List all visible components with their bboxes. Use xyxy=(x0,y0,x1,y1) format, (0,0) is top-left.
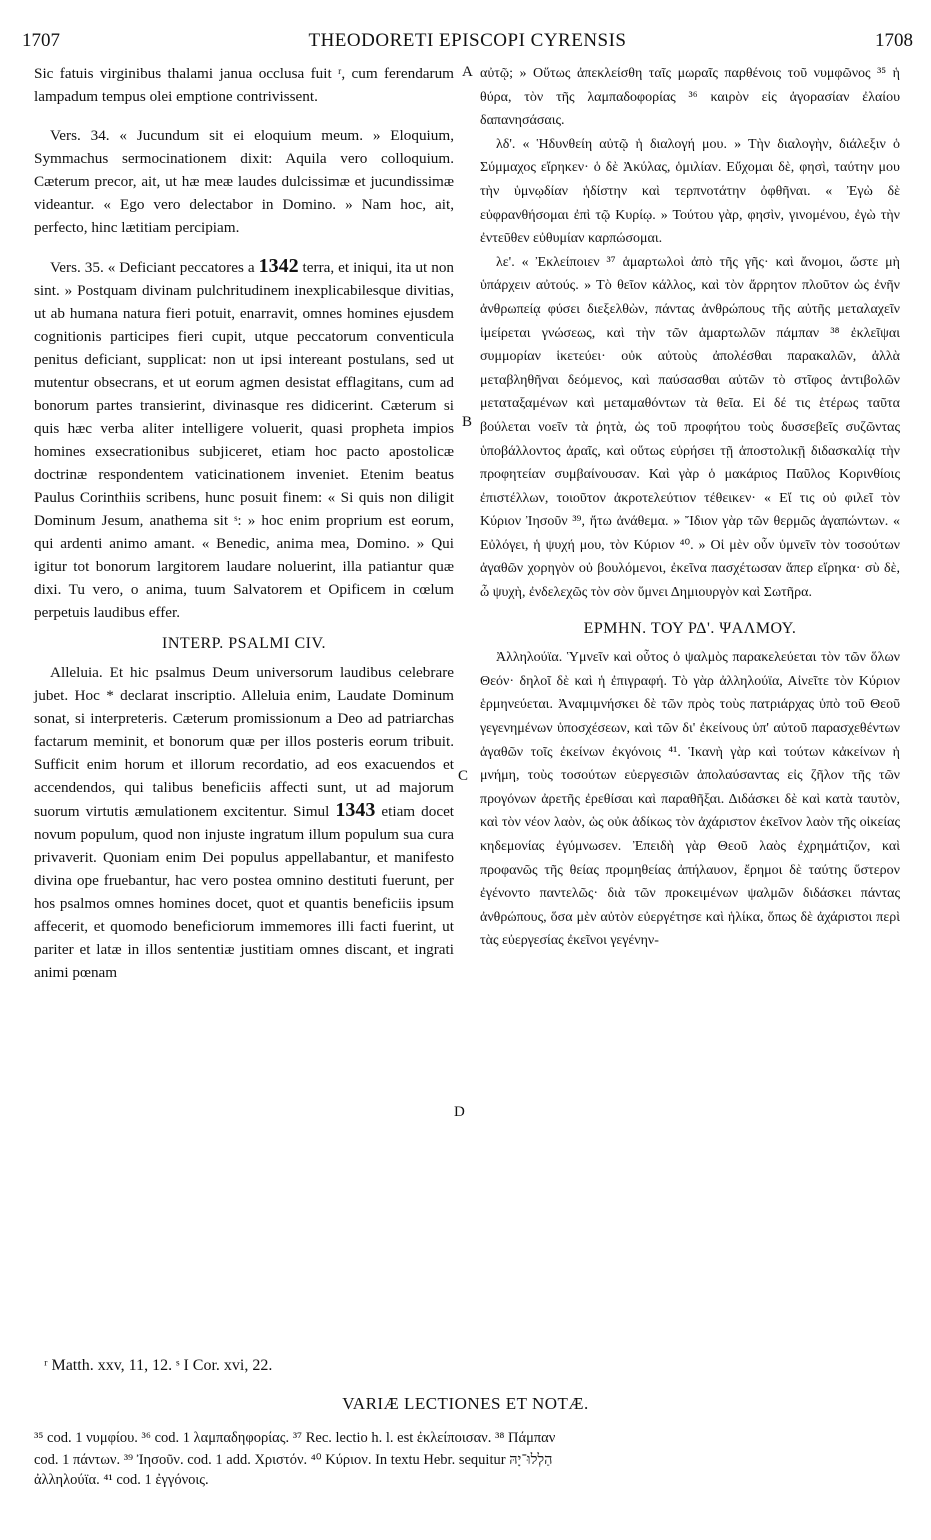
variae-note-line: ³⁵ cod. 1 νυμφίου. ³⁶ cod. 1 λαμπαδηφορίας. ³⁷ Rec. lectio h. l. est ἐκλείποισαν. ³⁸ Πάμπαν xyxy=(34,1430,556,1446)
latin-paragraph xyxy=(34,255,454,624)
greek-paragraph: λδ'. « Ἡδυνθείη αὐτῷ ἡ διαλογή μου. » Τὴν διαλογὴν, διάλεξιν ὁ Σύμμαχος εἴρηκεν· ὁ δὲ Ἀκύλας, ὁμιλίαν. Εὔχομαι δὲ, φησὶ, ταύτην μου τὴν ὑμνῳδίαν ἡδίστην καὶ τερπνοτάτην ὀφθῆναι. « Ἐγὼ δὲ εὐφρανθήσομαι ἐπὶ τῷ Κυρίῳ. » Τούτου γὰρ, φησὶν, γινομένου, ἐγὼ τὴν ἐντεῦθεν εὐθυμίαν καρπώσομαι. xyxy=(480,136,900,247)
greek-paragraph: λε'. « Ἐκλείποιεν ³⁷ ἁμαρτωλοὶ ἀπὸ τῆς γῆς· καὶ ἄνομοι, ὥστε μὴ ὑπάρχειν αὐτούς. » Τὸ θεῖον κάλλος, καὶ τὸν ἄρρητον πλοῦτον ὡς ἐνῆν ἀνθρωπείᾳ φύσει διεξελθὼν, πάντας ἀνθρώπους τῆς αὐτῆς μεταλαχεῖν ἱμείρεται γνώσεως, καὶ τὴν τῶν ἁμαρτωλῶν πάμπαν ³⁸ ἐκλεῖψαι συμμορίαν ἱκετεύει· οὐκ αὐτοὺς ἀπολέσθαι παρακαλῶν, ἀλλὰ μεταβληθῆναι δεόμενος, καὶ παύσασθαι αὐτῶν τὸ στῖφος ἀντιβολῶν μεταταξαμένων καὶ μεταμαθόντων τὰ θεῖα. Εἰ δέ τις ἑτέρως ταῦτα βούλεται νοεῖν τὰ ῥητὰ, ὡς τοῦ προφήτου τοὺς δυσσεβεῖς συζῶντας ὑποβάλλοντος ἀραῖς, καὶ οὕτως εὑρήσει τῇ ἀποστολικῇ διδασκαλίᾳ τὴν προφητείαν συμβαίνουσαν. Καὶ γὰρ ὁ μακάριος Παῦλος Κορινθίοις ἐπιστέλλων, τοιοῦτον ἀκροτελεύτιον τέθεικεν· « Εἴ τις οὐ φιλεῖ τὸν Κύριον Ἰησοῦν ³⁹, ἤτω ἀνάθεμα. » Ἴδιον γὰρ τῶν θερμῶς ἀγαπώντων. « Εὐλόγει, ἡ ψυχή μου, τὸν Κύριον ⁴⁰. » Οἱ μὲν οὖν ὑμνεῖν τὸν τοσούτων ἀγαθῶν χορηγὸν οὐ βουλόμενοι, ἐκεῖνα πασχέτωσαν ἅπερ εἴρηκα· σὺ δὲ, ὦ ψυχὴ, ἐνδελεχῶς τὸν σὸν ὕμνει Δημιουργὸν καὶ Σωτῆρα. xyxy=(480,254,900,601)
column-number: 1343 xyxy=(335,799,376,821)
latin-paragraph: Sic fatuis virginibus thalami janua occlusa fuit ʳ, cum ferendarum lampadum tempus olei emptione contrivissent. xyxy=(34,65,454,105)
column-marker-b: B xyxy=(462,414,473,430)
column-marker-a: A xyxy=(462,64,473,80)
greek-paragraph: Ἀλληλούϊα. Ὑμνεῖν καὶ οὗτος ὁ ψαλμὸς παρακελεύεται τὸν τῶν ὅλων Θεόν· δηλοῖ δὲ καὶ ἡ ἐπιγραφή. Τὸ γὰρ ἀλληλούϊα, Αἰνεῖτε τὸν Κύριον ἑρμηνεύεται. Ἀναμιμνήσκει δὲ τῶν πρὸς τοὺς πατριάρχας ὑπὸ τοῦ Θεοῦ γεγενημένων ὑποσχέσεων, καὶ τῶν δι' ἐκείνους ὑπ' αὐτοῦ παρασχεθέντων ἀγαθῶν τοῖς ἐκείνων ἐκγόνοις ⁴¹. Ἱκανὴ γὰρ καὶ τούτων κἀκείνων ἡ μνήμη, τοὺς τοσούτων εὐεργεσιῶν ἀπολαύσαντας εἰς ζῆλον τῆς τῶν προγόνων ἀρετῆς ἐρεθίσαι καὶ παραθῆξαι. Διδάσκει δὲ καὶ κατὰ ταυτὸν, καὶ τὸν νέον λαὸν, ὡς οὐκ ἀδίκως τὸν ἀχάριστον ἐκεῖνον λαὸν τῆς οἰκείας κηδεμονίας ἐγύμνωσεν. Ἐπειδὴ γὰρ Θεοῦ λαὸς ἐχρημάτιζον, καὶ προφανῶς τῆς θείας προμηθείας ἀπήλαυον, ἔρημοι δὲ ταύτης ὕστερον ἐγένοντο παντελῶς· διὰ τῶν προκειμένων ψαλμῶν διδάσκει πάντας ἀνθρώπους, ὅσα μὲν αὐτὸν εὐεργέτησε καὶ ἡλίκα, ὅπως δὲ ἀχάριστοι περὶ τὰς εὐεργεσίας ἐκεῖνοι γεγένην- xyxy=(480,650,900,949)
column-marker-d: D xyxy=(454,1104,465,1120)
left-page-number: 1707 xyxy=(22,30,60,51)
latin-text: etiam docet novum populum, quod non injuste ingratum illum populum sua cura privaverit. Quoniam enim Dei populus appellabantur, et manifesto divina ope fruebantur, hac vero postea omnino destituti fuerunt, per hos psalmos omnes homines docet, quot et quantis beneficiis ipsum affecerit, et quomodo beneficiorum immemores illi facti fuerint, ut pariter et latæ in illos sententiæ justitiam omnes discant, et ingrati animi pœnam xyxy=(34,803,455,981)
latin-text: Alleluia. Et hic psalmus Deum universorum laudibus celebrare jubet. Hoc * declarat inscriptio. Alleluia enim, Laudate Dominum sonat, si interpreteris. Cæterum promissionum a Deo ad patriarchas factarum meminit, et bonorum quæ per illos posteris eorum tribuit. Sufficit enim horum et illorum recordatio, ad eos exacuendos et accendendos, qui talibus beneficiis affecti sunt, ut ad majorum suorum virtutis æmulationem excitentur. Simul xyxy=(34,664,454,820)
greek-section-title: ΕΡΜΗΝ. ΤΟΥ ΡΔ'. ΨΑΛΜΟΥ. xyxy=(583,619,797,637)
latin-text: Vers. 35. « Deficiant peccatores a xyxy=(50,259,255,276)
variae-lectiones-title: VARIÆ LECTIONES ET NOTÆ. xyxy=(342,1394,589,1413)
greek-column xyxy=(480,62,900,953)
latin-paragraph: Vers. 34. « Jucundum sit ei eloquium meum. » Eloquium, Symmachus sermocinationem dixit: Aquila vero colloquium. Cæterum precor, ait, ut hæ meæ laudes dulcissimæ et jucundissimæ videantur. « Ego vero delectabor in Domino. » Nam hoc, ait, perfecto, hinc lætitiam percipiam. xyxy=(34,127,454,236)
latin-section-title: INTERP. PSALMI CIV. xyxy=(162,635,326,652)
latin-footnotes: ʳ Matth. xxv, 11, 12. ˢ I Cor. xvi, 22. xyxy=(44,1357,273,1374)
running-title: THEODORETI EPISCOPI CYRENSIS xyxy=(308,30,627,51)
latin-text: terra, et iniqui, ita ut non sint. » Postquam divinam pulchritudinem inexplicabilesque divitias, ut ab humana natura fieri potuit, enarravit, omnes homines ejusdem cognitionis participes fieri cupit, utque peccatorum conventicula penitus deficiant, supplicat: non ut ipsi intereant postulans, sed ut mutentur obsecrans, et ut eorum agmen desistat efflagitans, cum ad bonorum partes transierint, divinasque res didicerint. Cæterum si quis hæc verba aliter intelligere voluerit, quasi propheta impios homines exsecrationibus subjiceret, etiam hoc pacto apostolicæ doctrinæ respondentem vaticinationem inveniet. Etenim beatus Paulus Corinthiis scribens, hunc posuit finem: « Si quis non diligit Dominum Jesum, anathema sit ˢ: » hoc enim proprium est eorum, qui ardenti animo amant. « Benedic, anima mea, Domino. » Qui igitur tot bonorum largitorem laudare noluerint, illa patiantur quæ dixi. Tu vero, o anima, tuum Salvatorem et Opificem in cœlum perpetuis laudibus effer. xyxy=(34,259,455,621)
column-marker-c: C xyxy=(458,768,469,784)
running-header xyxy=(22,30,913,60)
column-number: 1342 xyxy=(258,255,299,277)
latin-paragraph xyxy=(34,661,454,984)
latin-column xyxy=(34,62,454,984)
right-page-number: 1708 xyxy=(875,30,913,51)
variae-note-line: ἀλληλούϊα. ⁴¹ cod. 1 ἐγγόνοις. xyxy=(34,1472,209,1488)
variae-note-line: cod. 1 πάντων. ³⁹ Ἰησοῦν. cod. 1 add. Χριστόν. ⁴⁰ Κύριον. In textu Hebr. sequitur הַלְלוּ־יָהּ xyxy=(34,1452,553,1468)
greek-paragraph: αὐτῷ; » Οὕτως ἀπεκλείσθη ταῖς μωραῖς παρθένοις τοῦ νυμφῶνος ³⁵ ἡ θύρα, τὸν τῆς λαμπαδοφορίας ³⁶ καιρὸν εἰς ἀγορασίαν ἐλαίου δαπανησάσαις. xyxy=(480,66,900,129)
